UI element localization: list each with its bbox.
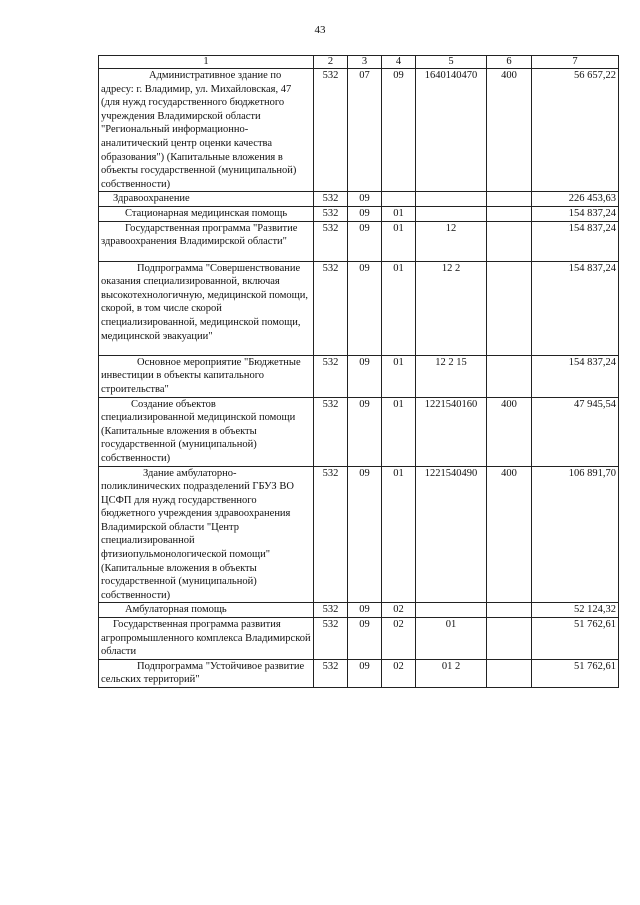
subsection-code-cell: 01 bbox=[382, 397, 416, 466]
row-name-cell: Подпрограмма "Устойчивое развитие сельских территорий" bbox=[99, 659, 314, 687]
ministry-code-cell: 532 bbox=[314, 192, 348, 207]
section-code-cell: 09 bbox=[348, 206, 382, 221]
row-name-cell: Подпрограмма "Совершенствование оказания специализированной, включая высокотехнологичную, медицинской помощи, скорой, в том числе скорой специализированной, медицинской помощи, медицинской эвакуации" bbox=[99, 261, 314, 355]
row-name-cell: Государственная программа "Развитие здравоохранения Владимирской области" bbox=[99, 221, 314, 261]
table-row bbox=[99, 659, 619, 687]
amount-cell: 154 837,24 bbox=[532, 221, 619, 261]
table-row bbox=[99, 221, 619, 261]
expense-type-cell bbox=[487, 618, 532, 660]
section-code-cell: 09 bbox=[348, 355, 382, 397]
subsection-code-cell: 02 bbox=[382, 603, 416, 618]
subsection-code-cell: 01 bbox=[382, 466, 416, 603]
ministry-code-cell: 532 bbox=[314, 206, 348, 221]
amount-cell: 47 945,54 bbox=[532, 397, 619, 466]
column-header: 2 bbox=[314, 56, 348, 69]
column-number-row bbox=[99, 56, 619, 69]
expense-type-cell bbox=[487, 603, 532, 618]
row-name-cell: Основное мероприятие "Бюджетные инвестиции в объекты капитального строительства" bbox=[99, 355, 314, 397]
ministry-code-cell: 532 bbox=[314, 69, 348, 192]
column-header: 1 bbox=[99, 56, 314, 69]
amount-cell: 106 891,70 bbox=[532, 466, 619, 603]
expense-type-cell: 400 bbox=[487, 466, 532, 603]
amount-cell: 154 837,24 bbox=[532, 206, 619, 221]
expense-type-cell bbox=[487, 261, 532, 355]
expense-type-cell: 400 bbox=[487, 69, 532, 192]
amount-cell: 226 453,63 bbox=[532, 192, 619, 207]
subsection-code-cell: 01 bbox=[382, 261, 416, 355]
section-code-cell: 07 bbox=[348, 69, 382, 192]
section-code-cell: 09 bbox=[348, 397, 382, 466]
target-article-cell: 01 bbox=[416, 618, 487, 660]
ministry-code-cell: 532 bbox=[314, 355, 348, 397]
table-row bbox=[99, 397, 619, 466]
section-code-cell: 09 bbox=[348, 659, 382, 687]
table-row bbox=[99, 618, 619, 660]
target-article-cell bbox=[416, 206, 487, 221]
ministry-code-cell: 532 bbox=[314, 261, 348, 355]
expense-type-cell bbox=[487, 206, 532, 221]
table-row bbox=[99, 69, 619, 192]
row-name-cell: Создание объектов специализированной медицинской помощи (Капитальные вложения в объекты государственной (муниципальной) собственности) bbox=[99, 397, 314, 466]
column-header: 6 bbox=[487, 56, 532, 69]
target-article-cell: 12 bbox=[416, 221, 487, 261]
section-code-cell: 09 bbox=[348, 618, 382, 660]
amount-cell: 56 657,22 bbox=[532, 69, 619, 192]
expense-type-cell bbox=[487, 192, 532, 207]
column-header: 3 bbox=[348, 56, 382, 69]
target-article-cell bbox=[416, 603, 487, 618]
subsection-code-cell: 01 bbox=[382, 355, 416, 397]
expense-type-cell bbox=[487, 659, 532, 687]
target-article-cell: 12 2 15 bbox=[416, 355, 487, 397]
row-name-cell: Здание амбулаторно-поликлинических подразделений ГБУЗ ВО ЦСФП для нужд государственного бюджетного учреждения здравоохранения Владимирской области "Центр специализированной фтизиопульмонологической помощи" (Капитальные вложения в объекты государственной (муниципальной) собственности) bbox=[99, 466, 314, 603]
section-code-cell: 09 bbox=[348, 261, 382, 355]
table-row bbox=[99, 206, 619, 221]
amount-cell: 154 837,24 bbox=[532, 355, 619, 397]
column-header: 7 bbox=[532, 56, 619, 69]
subsection-code-cell: 01 bbox=[382, 206, 416, 221]
ministry-code-cell: 532 bbox=[314, 466, 348, 603]
subsection-code-cell: 09 bbox=[382, 69, 416, 192]
table-row bbox=[99, 261, 619, 355]
column-header: 5 bbox=[416, 56, 487, 69]
expense-type-cell bbox=[487, 221, 532, 261]
section-code-cell: 09 bbox=[348, 603, 382, 618]
target-article-cell: 1221540490 bbox=[416, 466, 487, 603]
ministry-code-cell: 532 bbox=[314, 603, 348, 618]
target-article-cell: 1640140470 bbox=[416, 69, 487, 192]
ministry-code-cell: 532 bbox=[314, 397, 348, 466]
target-article-cell: 01 2 bbox=[416, 659, 487, 687]
page-number: 43 bbox=[314, 24, 326, 36]
subsection-code-cell bbox=[382, 192, 416, 207]
target-article-cell: 12 2 bbox=[416, 261, 487, 355]
section-code-cell: 09 bbox=[348, 192, 382, 207]
table-row bbox=[99, 355, 619, 397]
subsection-code-cell: 02 bbox=[382, 659, 416, 687]
expense-type-cell: 400 bbox=[487, 397, 532, 466]
row-name-cell: Административное здание по адресу: г. Владимир, ул. Михайловская, 47 (для нужд государственного бюджетного учреждения Владимирской области "Региональный информационно-аналитический центр оценки качества образования") (Капитальные вложения в объекты государственной (муниципальной) собственности) bbox=[99, 69, 314, 192]
expense-type-cell bbox=[487, 355, 532, 397]
budget-table bbox=[98, 55, 619, 688]
row-name-cell: Амбулаторная помощь bbox=[99, 603, 314, 618]
amount-cell: 51 762,61 bbox=[532, 618, 619, 660]
section-code-cell: 09 bbox=[348, 221, 382, 261]
row-name-cell: Здравоохранение bbox=[99, 192, 314, 207]
section-code-cell: 09 bbox=[348, 466, 382, 603]
target-article-cell bbox=[416, 192, 487, 207]
row-name-cell: Государственная программа развития агропромышленного комплекса Владимирской области bbox=[99, 618, 314, 660]
ministry-code-cell: 532 bbox=[314, 659, 348, 687]
ministry-code-cell: 532 bbox=[314, 618, 348, 660]
amount-cell: 51 762,61 bbox=[532, 659, 619, 687]
subsection-code-cell: 02 bbox=[382, 618, 416, 660]
target-article-cell: 1221540160 bbox=[416, 397, 487, 466]
ministry-code-cell: 532 bbox=[314, 221, 348, 261]
amount-cell: 52 124,32 bbox=[532, 603, 619, 618]
column-header: 4 bbox=[382, 56, 416, 69]
amount-cell: 154 837,24 bbox=[532, 261, 619, 355]
table-row bbox=[99, 603, 619, 618]
table-row bbox=[99, 192, 619, 207]
subsection-code-cell: 01 bbox=[382, 221, 416, 261]
table-row bbox=[99, 466, 619, 603]
row-name-cell: Стационарная медицинская помощь bbox=[99, 206, 314, 221]
